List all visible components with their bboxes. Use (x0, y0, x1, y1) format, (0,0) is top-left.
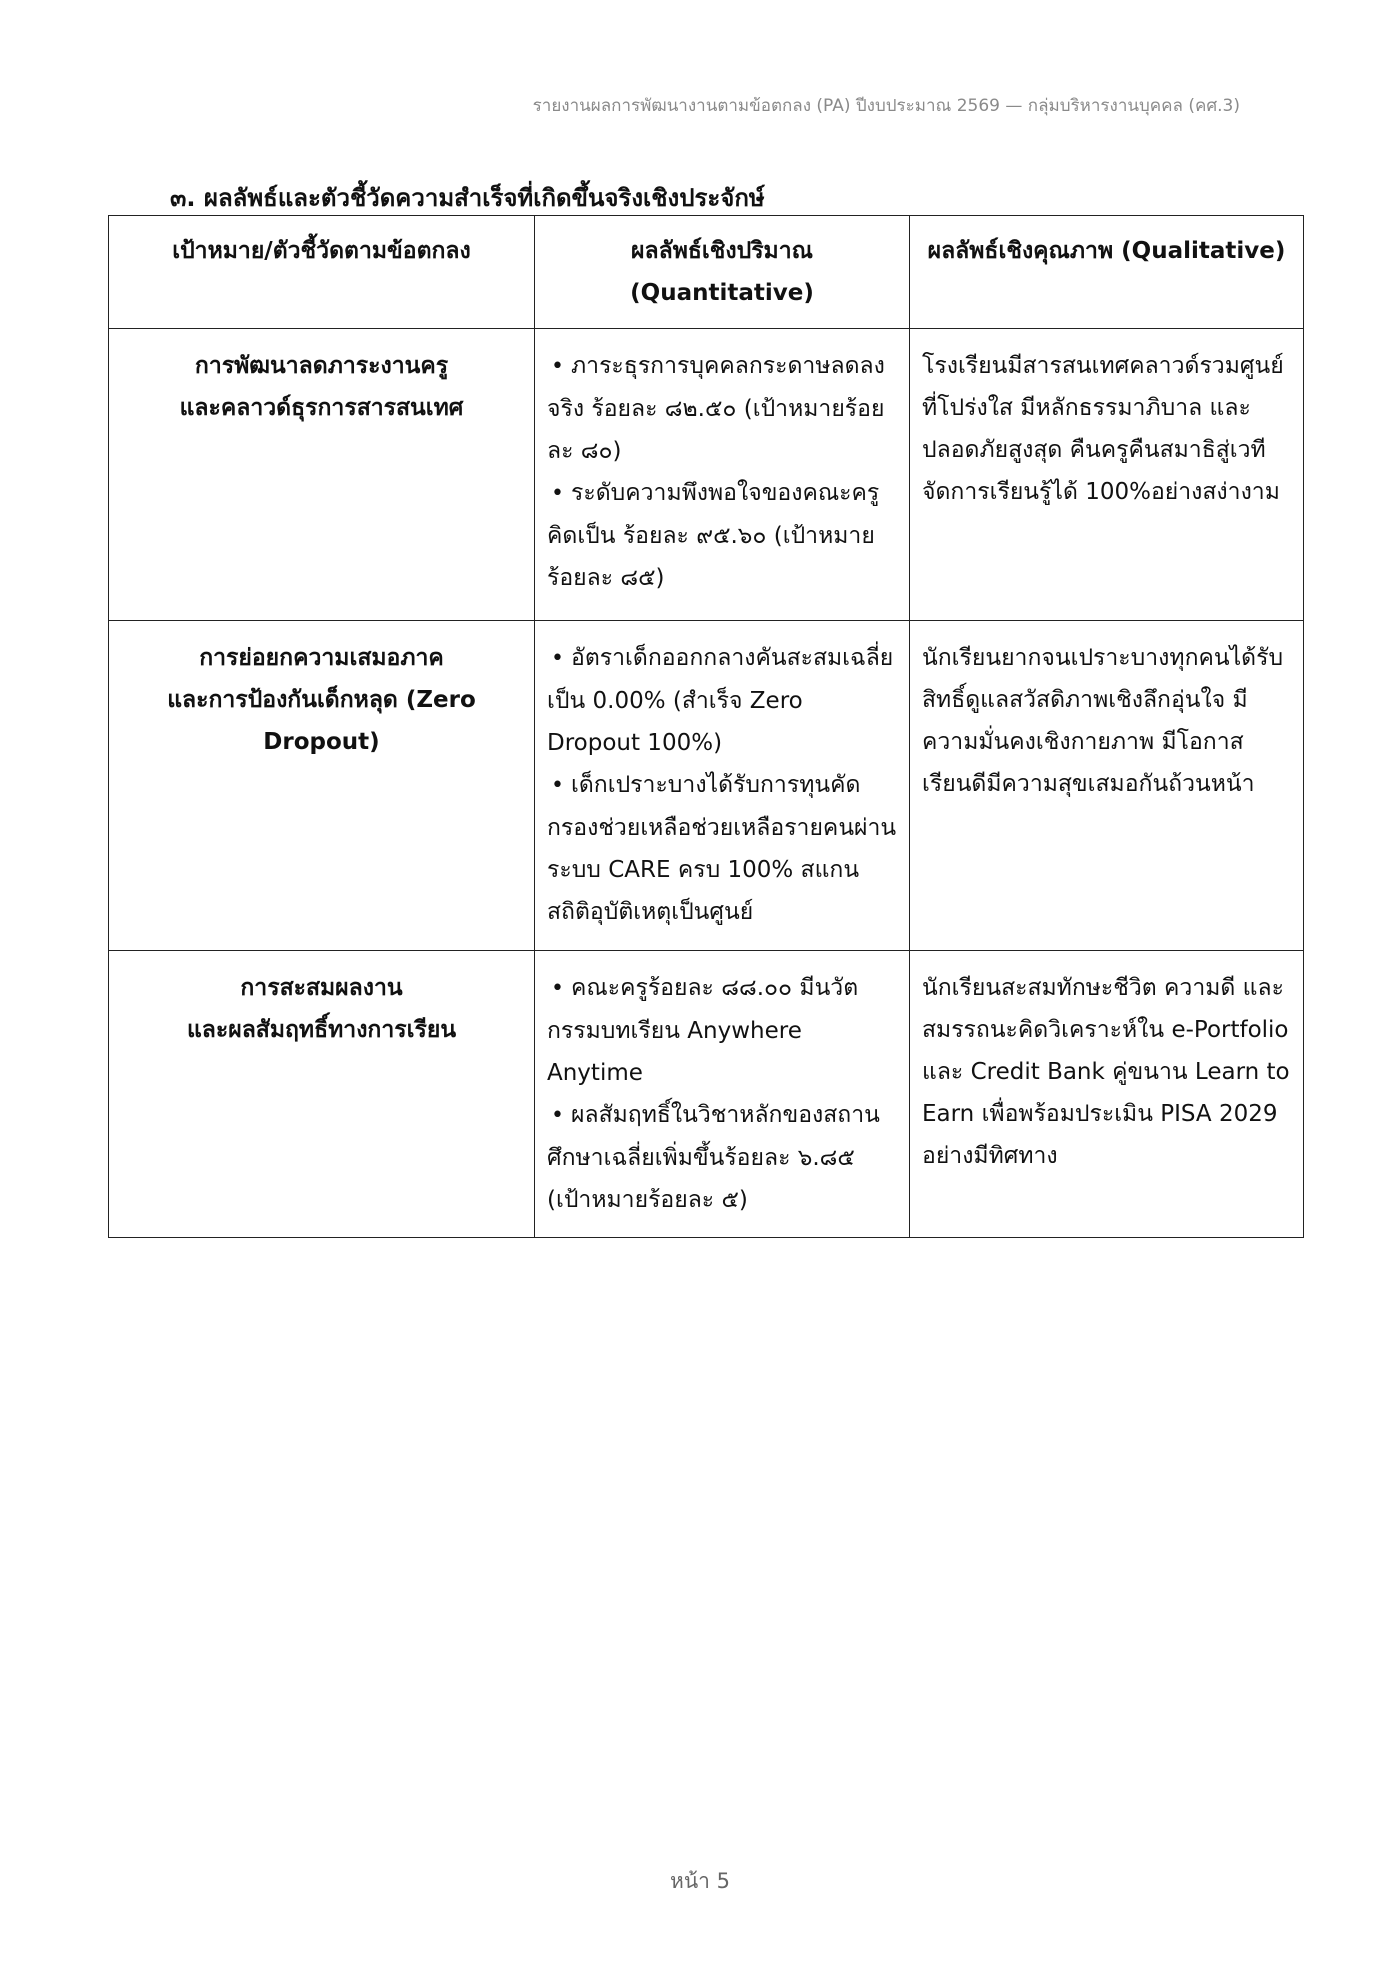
goal-line: การสะสมผลงาน (240, 975, 403, 1001)
column-header-qualitative: ผลลัพธ์เชิงคุณภาพ (Qualitative) (910, 216, 1304, 329)
goal-cell (109, 621, 535, 951)
table-row (109, 621, 1304, 951)
quantitative-cell (535, 329, 910, 621)
qualitative-cell: นักเรียนสะสมทักษะชีวิต ความดี และสมรรถนะคิดวิเคราะห์ใน e-Portfolio และ Credit Bank คู่ขนาน Learn to Earn เพื่อพร้อมประเมิน PISA 2029 อย่างมีทิศทาง (910, 951, 1304, 1238)
bullet-item (547, 1094, 897, 1221)
bullet-text: ระดับความพึงพอใจของคณะครูคิดเป็น ร้อยละ ๙๕.๖๐ (เป้าหมายร้อยละ ๘๕) (547, 480, 880, 591)
bullet-icon: • (551, 976, 564, 1001)
bullet-icon: • (551, 481, 564, 506)
goal-line: และการป้องกันเด็กหลุด (Zero (167, 687, 476, 713)
bullet-icon: • (551, 1103, 564, 1128)
bullet-item (547, 345, 897, 472)
table-row (109, 951, 1304, 1238)
qualitative-cell: โรงเรียนมีสารสนเทศคลาวด์รวมศูนย์ที่โปร่งใส มีหลักธรรมาภิบาล และปลอดภัยสูงสุด คืนครูคืนสมาธิสู่เวทีจัดการเรียนรู้ได้ 100%อย่างสง่างาม (910, 329, 1304, 621)
bullet-text: อัตราเด็กออกกลางคันสะสมเฉลี่ยเป็น 0.00% (สำเร็จ Zero Dropout 100%) (547, 645, 894, 756)
bullet-text: ภาระธุรการบุคคลกระดาษลดลงจริง ร้อยละ ๘๒.๕๐ (เป้าหมายร้อยละ ๘๐) (547, 353, 885, 464)
goal-line: และคลาวด์ธุรการสารสนเทศ (179, 395, 464, 421)
quantitative-cell (535, 951, 910, 1238)
results-table (108, 215, 1304, 1238)
table-header-row (109, 216, 1304, 329)
running-header: รายงานผลการพัฒนางานตามข้อตกลง (PA) ปีงบประมาณ 2569 — กลุ่มบริหารงานบุคคล (คศ.3) (532, 96, 1240, 116)
quantitative-cell (535, 621, 910, 951)
goal-line: การพัฒนาลดภาระงานครู (194, 353, 449, 379)
bullet-icon: • (551, 354, 564, 379)
goal-cell (109, 951, 535, 1238)
bullet-icon: • (551, 646, 564, 671)
bullet-icon: • (551, 773, 564, 798)
bullet-text: เด็กเปราะบางได้รับการทุนคัดกรองช่วยเหลือช่วยเหลือรายคนผ่านระบบ CARE ครบ 100% สแกนสถิติอุบัติเหตุเป็นศูนย์ (547, 772, 897, 925)
bullet-text: ผลสัมฤทธิ์ในวิชาหลักของสถานศึกษาเฉลี่ยเพิ่มขึ้นร้อยละ ๖.๘๕ (เป้าหมายร้อยละ ๕) (547, 1102, 880, 1213)
bullet-item (547, 637, 897, 764)
bullet-item (547, 472, 897, 599)
section-heading: ๓. ผลลัพธ์และตัวชี้วัดความสำเร็จที่เกิดขึ้นจริงเชิงประจักษ์ (170, 184, 765, 212)
qualitative-cell: นักเรียนยากจนเปราะบางทุกคนได้รับสิทธิ์ดูแลสวัสดิภาพเชิงลึกอุ่นใจ มีความมั่นคงเชิงกายภาพ มีโอกาสเรียนดีมีความสุขเสมอกันถ้วนหน้า (910, 621, 1304, 951)
table-row (109, 329, 1304, 621)
goal-line: และผลสัมฤทธิ์ทางการเรียน (186, 1017, 457, 1043)
bullet-item (547, 967, 897, 1094)
bullet-item (547, 764, 897, 933)
goal-line: Dropout) (263, 729, 380, 755)
bullet-text: คณะครูร้อยละ ๘๘.๐๐ มีนวัตกรรมบทเรียน Anywhere Anytime (547, 975, 859, 1086)
column-header-goal: เป้าหมาย/ตัวชี้วัดตามข้อตกลง (109, 216, 535, 329)
goal-cell (109, 329, 535, 621)
page-number: หน้า 5 (669, 1869, 731, 1893)
goal-line: การย่อยกความเสมอภาค (199, 645, 444, 671)
column-header-quantitative: ผลลัพธ์เชิงปริมาณ (Quantitative) (535, 216, 910, 329)
